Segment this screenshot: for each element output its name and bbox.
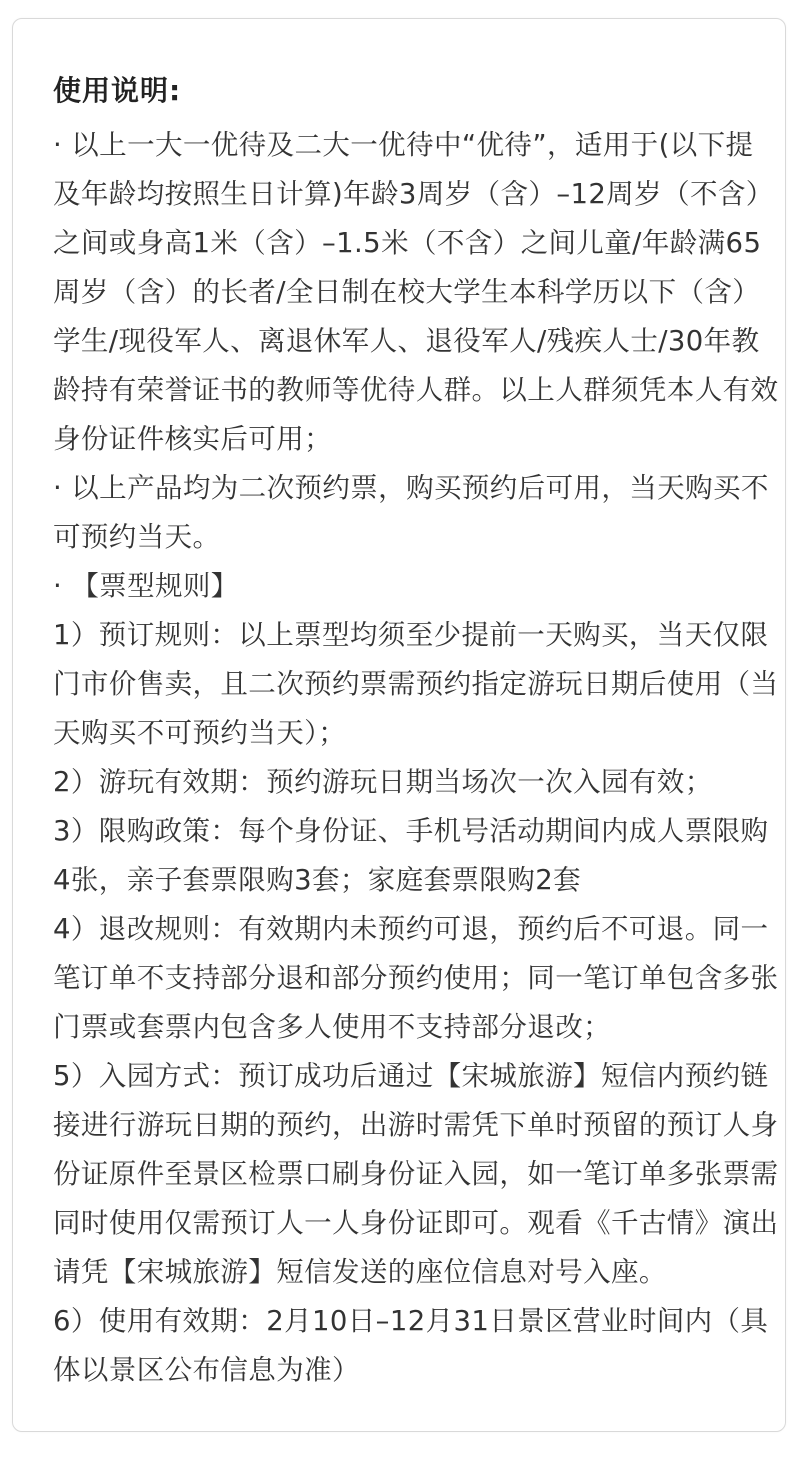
instructions-title: 使用说明: [53,74,182,107]
paragraph-refund-rules: 4）退改规则：有效期内未预约可退，预约后不可退。同一笔订单不支持部分退和部分预约使用；同一笔订单包含多张门票或套票内包含多人使用不支持部分退改； [53,913,779,1043]
paragraph-booking-rules: 1）预订规则：以上票型均须至少提前一天购买，当天仅限门市价售卖，且二次预约票需预约指定游玩日期后使用（当天购买不可预约当天）； [53,619,779,749]
paragraph-usage-period: 6）使用有效期：2月10日–12月31日景区营业时间内（具体以景区公布信息为准） [53,1305,769,1386]
paragraph-reservation-ticket: · 以上产品均为二次预约票，购买预约后可用，当天购买不可预约当天。 [53,472,769,553]
paragraph-discount-eligibility: · 以上一大一优待及二大一优待中“优待”，适用于(以下提及年龄均按照生日计算)年龄3周岁（含）–12周岁（不含）之间或身高1米（含）–1.5米（不含）之间儿童/年龄满65周岁（含）的长者/全日制在校大学生本科学历以下（含）学生/现役军人、离退休军人、退役军人/残疾人士/30年教龄持有荣誉证书的教师等优待人群。以上人群须凭本人有效身份证件核实后可用； [53,129,779,455]
instructions-content [53,67,779,1395]
paragraph-entry-method: 5）入园方式：预订成功后通过【宋城旅游】短信内预约链接进行游玩日期的预约，出游时需凭下单时预留的预订人身份证原件至景区检票口刷身份证入园，如一笔订单多张票需同时使用仅需预订人一人身份证即可。观看《千古情》演出请凭【宋城旅游】短信发送的座位信息对号入座。 [53,1060,779,1288]
instructions-card [12,18,786,1432]
paragraph-ticket-rules-heading: · 【票型规则】 [53,570,239,602]
paragraph-purchase-limit: 3）限购政策：每个身份证、手机号活动期间内成人票限购4张，亲子套票限购3套；家庭套票限购2套 [53,815,769,896]
paragraph-validity-period: 2）游玩有效期：预约游玩日期当场次一次入园有效； [53,766,713,798]
